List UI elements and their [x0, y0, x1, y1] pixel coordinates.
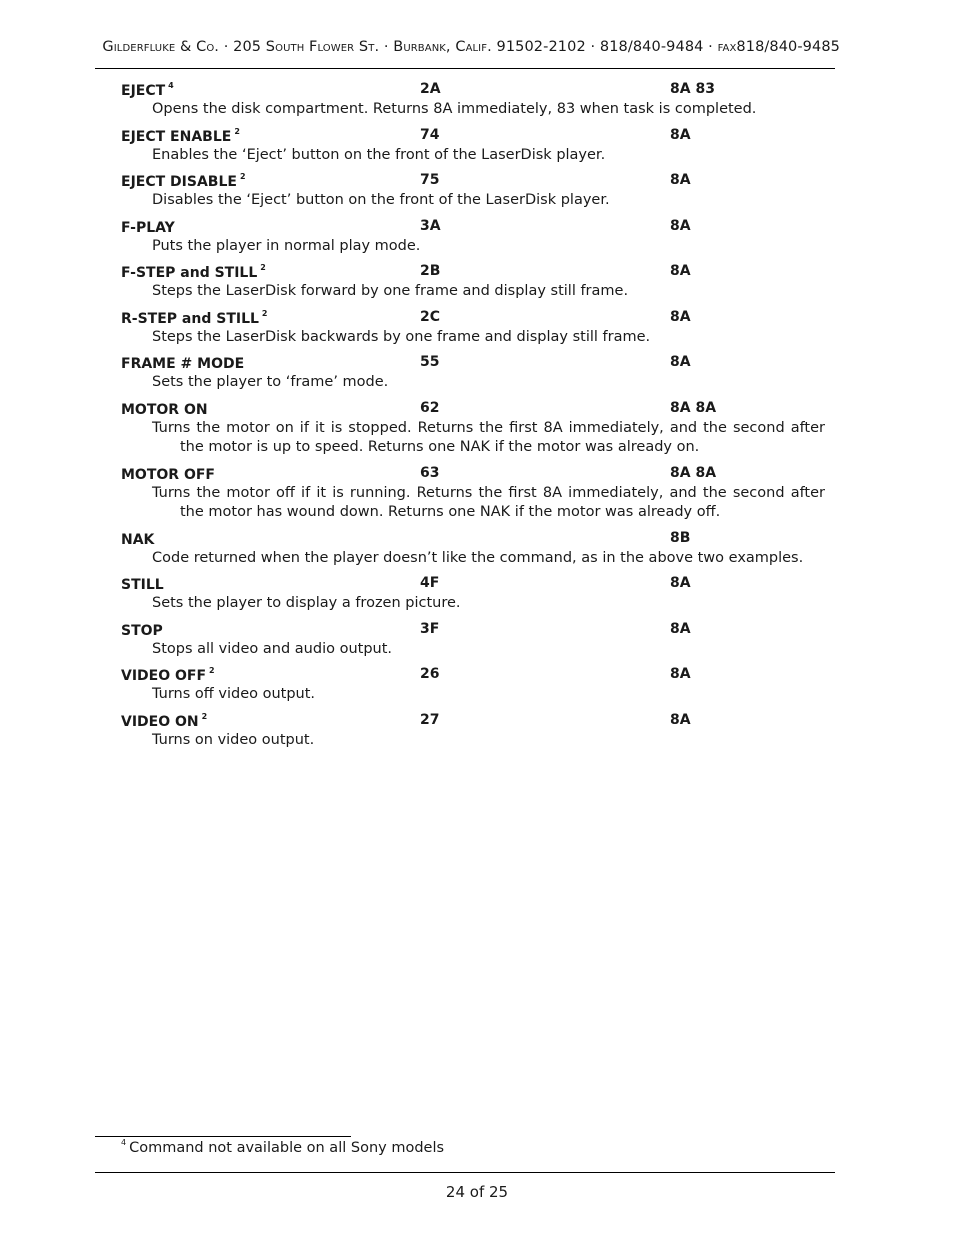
- command-entry: [121, 263, 801, 302]
- footnote-marker: 2: [260, 263, 266, 272]
- command-returns: 8A 8A: [670, 464, 717, 481]
- footnote-marker: 2: [261, 308, 268, 318]
- command-code: 3A: [420, 217, 441, 234]
- command-returns: 8A: [670, 172, 691, 188]
- command-name: VIDEO ON $^2$: [121, 711, 208, 730]
- page-number: 24 of 25: [445, 1183, 509, 1201]
- command-code: 2B: [420, 263, 441, 279]
- command-description: Turns the motor off if it is running. Returns the first 8A immediately, and the second after the motor has wound down. Returns one NAK if the motor was already off.: [152, 484, 825, 520]
- footnote-marker: 2: [234, 126, 240, 136]
- command-code: 3F: [420, 620, 440, 637]
- command-description: Opens the disk compartment. Returns 8A immediately, 83 when task is completed.: [152, 101, 757, 117]
- command-description: Enables the ‘Eject’ button on the front of the LaserDisk player.: [152, 146, 606, 163]
- command-entry: [121, 621, 801, 660]
- footnote-divider: [95, 1136, 351, 1137]
- command-description: Turns off video output.: [152, 686, 316, 702]
- header-divider: [95, 68, 835, 69]
- command-description: Stops all video and audio output.: [152, 640, 393, 657]
- footnote-marker: 2: [209, 666, 215, 675]
- command-name: EJECT ENABLE $^2$: [121, 126, 240, 145]
- command-description: Steps the LaserDisk forward by one frame and display still frame.: [152, 283, 629, 299]
- footnote-marker: 2: [239, 172, 246, 181]
- footnote-marker: 4: [121, 1138, 127, 1147]
- command-description: Code returned when the player doesn’t like the command, as in the above two examples.: [152, 549, 804, 566]
- command-name: MOTOR OFF: [121, 466, 215, 483]
- command-entry: [121, 529, 804, 569]
- command-entry: [121, 309, 801, 348]
- command-code: 2C: [420, 308, 441, 325]
- command-entry: [121, 218, 801, 257]
- command-entry: [121, 575, 801, 614]
- command-returns: 8A: [670, 666, 691, 682]
- command-name: STOP: [121, 622, 163, 639]
- command-returns: 8A: [670, 126, 691, 143]
- command-returns: 8B: [670, 529, 691, 546]
- command-description: Sets the player to ‘frame’ mode.: [152, 374, 389, 390]
- footnote-marker: 4: [168, 81, 174, 90]
- command-code: 27: [420, 711, 440, 728]
- command-description: Sets the player to display a frozen picture.: [152, 595, 461, 611]
- command-name: NAK: [121, 531, 155, 548]
- footnote-marker: 2: [201, 711, 208, 721]
- command-entry: [121, 81, 801, 120]
- command-name: FRAME # MODE: [121, 356, 245, 372]
- command-entry: [121, 172, 801, 211]
- command-name: R-STEP and STILL $^2$: [121, 308, 268, 327]
- footnote: [121, 1138, 444, 1156]
- command-returns: 8A: [670, 575, 691, 591]
- command-list: [121, 81, 825, 757]
- command-description: Steps the LaserDisk backwards by one frame and display still frame.: [152, 328, 651, 345]
- command-returns: 8A: [670, 620, 691, 637]
- command-entry: [121, 464, 825, 523]
- command-name: F-STEP and STILL $^2$: [121, 263, 266, 281]
- footnote-text: Command not available on all Sony models: [129, 1140, 445, 1156]
- command-code: 75: [420, 172, 440, 188]
- command-name: STILL: [121, 577, 164, 593]
- command-name: EJECT DISABLE $^2$: [121, 172, 246, 190]
- command-name: MOTOR ON: [121, 401, 208, 418]
- command-name: VIDEO OFF $^2$: [121, 666, 215, 684]
- command-code: 2A: [420, 81, 441, 97]
- command-returns: 8A 83: [670, 81, 715, 97]
- command-description: Disables the ‘Eject’ button on the front of the LaserDisk player.: [152, 192, 610, 208]
- command-returns: 8A: [670, 308, 691, 325]
- command-entry: [121, 399, 825, 458]
- command-code: 63: [420, 464, 440, 481]
- footer-divider: [95, 1172, 835, 1173]
- command-name: F-PLAY: [121, 219, 175, 236]
- command-code: 4F: [420, 575, 440, 591]
- command-code: 74: [420, 126, 440, 143]
- command-name: EJECT $^4$: [121, 81, 174, 99]
- command-description: Puts the player in normal play mode.: [152, 237, 421, 254]
- command-entry: [121, 354, 801, 393]
- command-returns: 8A: [670, 354, 691, 370]
- command-entry: [121, 712, 801, 751]
- command-description: Turns the motor on if it is stopped. Returns the first 8A immediately, and the second after the motor is up to speed. Returns one NAK if the motor was already on.: [152, 419, 825, 455]
- command-code: 26: [420, 666, 440, 682]
- command-entry: [121, 666, 801, 705]
- command-returns: 8A 8A: [670, 399, 717, 416]
- command-returns: 8A: [670, 263, 691, 279]
- command-entry: [121, 127, 801, 166]
- page-header: Gilderfluke & Co. · 205 South Flower St. · Burbank, Calif. 91502-2102 · 818/840-9484 · fax818/840-9485: [102, 39, 840, 55]
- command-code: 62: [420, 399, 440, 416]
- command-returns: 8A: [670, 711, 691, 728]
- command-description: Turns on video output.: [152, 731, 315, 748]
- command-code: 55: [420, 354, 440, 370]
- command-returns: 8A: [670, 217, 691, 234]
